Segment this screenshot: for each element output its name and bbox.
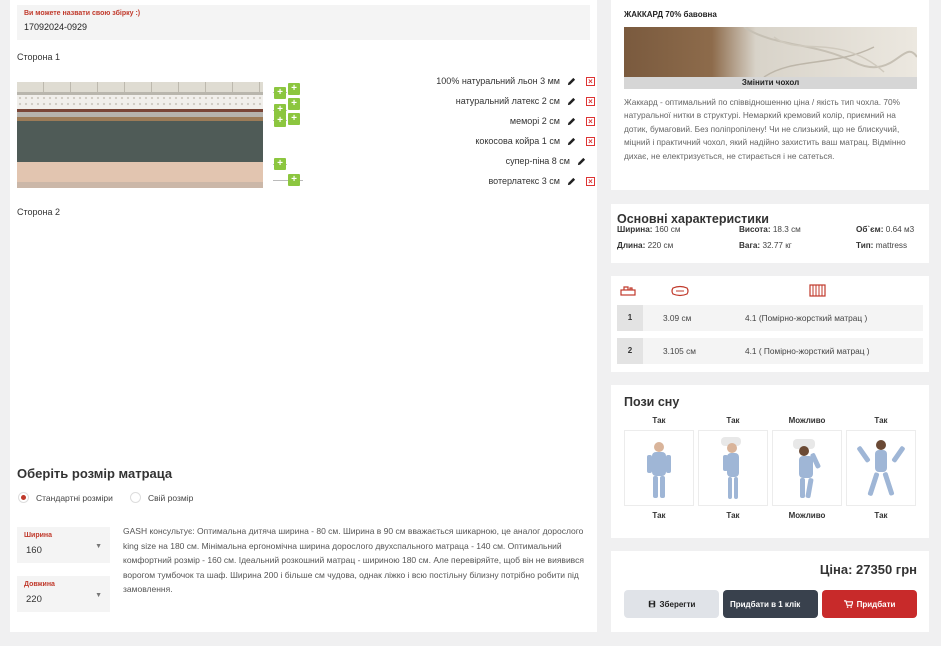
length-value[interactable]: 220 <box>26 594 42 605</box>
sleeper-back-icon <box>624 430 694 506</box>
fabric-description: Жаккард - оптимальний по співвідношенню ціна / якість тип чохла. 70% натуральної нитки в структурі. Немаркий кремовий колір, приємний на дотик, бумаговий. Без поліпропілену! Чи не слизький, що не блискучий, міцний і практичний чохол, який надійно захистить ваш матрац. Відмінно дихає, не електризується, не стирається і не сатеться. <box>624 97 906 161</box>
sleeper-side-icon <box>698 430 768 506</box>
pencil-icon[interactable] <box>566 76 576 86</box>
add-layer-button[interactable]: + <box>288 174 300 186</box>
caret-down-icon[interactable]: ▼ <box>95 592 102 599</box>
position-bottom-label: Можливо <box>788 511 826 520</box>
price: Ціна: 27350 грн <box>819 562 917 577</box>
pillow-icon <box>671 285 689 297</box>
position-back <box>624 416 694 520</box>
sleeper-stomach-icon <box>772 430 842 506</box>
change-cover-button[interactable]: Змінити чохол <box>624 77 917 89</box>
add-layer-button[interactable]: + <box>274 158 286 170</box>
add-layer-button[interactable]: + <box>288 113 300 125</box>
char-weight: Вага: 32.77 кг <box>739 241 792 250</box>
length-select[interactable] <box>17 576 110 612</box>
width-value[interactable]: 160 <box>26 545 42 556</box>
layer-name: вотерлатекс 3 см <box>488 176 560 186</box>
delete-layer-icon[interactable]: × <box>586 137 595 146</box>
pencil-icon[interactable] <box>566 116 576 126</box>
side2-title: Сторона 2 <box>17 207 61 217</box>
characteristics-title: Основні характеристики <box>617 212 769 226</box>
firmness-rating: 4.1 ( Помірно-жорсткий матрац ) <box>745 346 870 356</box>
char-height: Висота: 18.3 см <box>739 225 801 234</box>
firmness-row <box>617 305 923 331</box>
pencil-icon[interactable] <box>576 156 586 166</box>
side-number: 2 <box>617 338 643 364</box>
char-volume: Об`єм: 0.64 м3 <box>856 225 915 234</box>
assembly-name-label: Ви можете назвати свою збірку :) <box>24 10 141 17</box>
layer-name: супер-піна 8 см <box>505 156 570 166</box>
layer-row <box>310 93 595 109</box>
fabric-title: ЖАККАРД 70% бавовна <box>624 10 717 19</box>
char-width: Ширина: 160 см <box>617 225 681 234</box>
char-type: Тип: mattress <box>856 241 908 250</box>
radio-checked-icon[interactable] <box>18 492 29 503</box>
save-button[interactable] <box>624 590 719 618</box>
one-click-label: Придбати в 1 клік <box>730 599 801 609</box>
pencil-icon[interactable] <box>566 136 576 146</box>
firmness-icon <box>809 284 826 297</box>
sleep-positions-card <box>611 385 929 538</box>
positions-title: Пози сну <box>624 395 680 409</box>
layer-name: кокосова койра 1 см <box>475 136 560 146</box>
pencil-icon[interactable] <box>566 96 576 106</box>
position-bottom-label: Так <box>726 511 740 520</box>
floppy-icon <box>648 600 656 608</box>
constructor-panel <box>10 0 597 632</box>
position-top-label: Можливо <box>788 416 826 425</box>
standard-size-radio[interactable] <box>18 492 113 503</box>
custom-size-label: Свій розмір <box>148 492 194 503</box>
length-label: Довжина <box>24 581 55 588</box>
width-select[interactable] <box>17 527 110 563</box>
side-number: 1 <box>617 305 643 331</box>
position-bottom-label: Так <box>874 511 888 520</box>
position-side <box>698 416 768 520</box>
add-layer-button[interactable]: + <box>288 98 300 110</box>
layer-name: меморі 2 см <box>509 116 560 126</box>
position-bottom-label: Так <box>652 511 666 520</box>
delete-layer-icon[interactable]: × <box>586 97 595 106</box>
sleeper-star-icon <box>846 430 916 506</box>
position-top-label: Так <box>874 416 888 425</box>
custom-size-radio[interactable] <box>130 492 193 503</box>
width-label: Ширина <box>24 532 53 539</box>
firmness-rating: 4.1 (Помірно-жорсткий матрац ) <box>745 313 868 323</box>
delete-layer-icon[interactable]: × <box>586 117 595 126</box>
fabric-card <box>611 0 929 190</box>
delete-layer-icon[interactable]: × <box>586 177 595 186</box>
layer-row <box>310 113 595 129</box>
characteristics-card <box>611 204 929 263</box>
caret-down-icon[interactable]: ▼ <box>95 543 102 550</box>
side1-title: Сторона 1 <box>17 52 61 62</box>
char-length: Длина: 220 см <box>617 241 674 250</box>
firmness-height: 3.09 см <box>663 313 692 323</box>
position-top-label: Так <box>726 416 740 425</box>
size-section-title: Оберіть розмір матраца <box>17 466 173 481</box>
position-star <box>846 416 916 520</box>
assembly-name-value[interactable]: 17092024-0929 <box>24 22 88 32</box>
delete-layer-icon[interactable]: × <box>586 77 595 86</box>
layer-row <box>310 133 595 149</box>
layer-row <box>310 73 595 89</box>
standard-size-label: Стандартні розміри <box>36 492 113 503</box>
position-top-label: Так <box>652 416 666 425</box>
save-label: Зберегти <box>659 599 696 609</box>
spacer <box>586 157 595 166</box>
cart-icon <box>844 600 853 608</box>
layer-name: 100% натуральний льон 3 мм <box>436 76 560 86</box>
radio-unchecked-icon[interactable] <box>130 492 141 503</box>
firmness-row <box>617 338 923 364</box>
assembly-name-field[interactable] <box>17 5 590 40</box>
add-layer-button[interactable]: + <box>274 104 286 116</box>
pencil-icon[interactable] <box>566 176 576 186</box>
mattress-side-icon <box>620 285 636 297</box>
firmness-height: 3.105 см <box>663 346 696 356</box>
layer-name: натуральний латекс 2 см <box>455 96 560 106</box>
add-layer-controls <box>273 82 303 192</box>
fabric-image <box>624 27 917 77</box>
mattress-section-image <box>17 82 263 188</box>
position-stomach <box>772 416 842 520</box>
layer-row <box>310 153 595 169</box>
layer-row <box>310 173 595 189</box>
one-click-buy-button[interactable] <box>723 590 818 618</box>
add-layer-button[interactable]: + <box>274 115 286 127</box>
add-layer-button[interactable]: + <box>274 87 286 99</box>
size-consult-text: GASH консультує: Оптимальна дитяча ширина - 80 см. Ширина в 90 см вважається шикарною, це аналог дорослого king size на 180 см. Мінімальна ергономічна ширина дорослого двухспального матраца - 140 см. Оптимальний комфортний розмір - 160 см. Ідеальний розкошний матрац - шириною 180 см. Але перевіряйте, щоб він не виявився ворогом тумбочок та шаф. Ширина 200 і більше см чудова, однак ліжко і всю постільну білизну потрібно робити під замовлення. <box>123 526 584 594</box>
buy-label: Придбати <box>856 599 896 609</box>
order-card <box>611 551 929 632</box>
firmness-card <box>611 276 929 372</box>
buy-button[interactable] <box>822 590 917 618</box>
add-layer-button[interactable]: + <box>288 83 300 95</box>
